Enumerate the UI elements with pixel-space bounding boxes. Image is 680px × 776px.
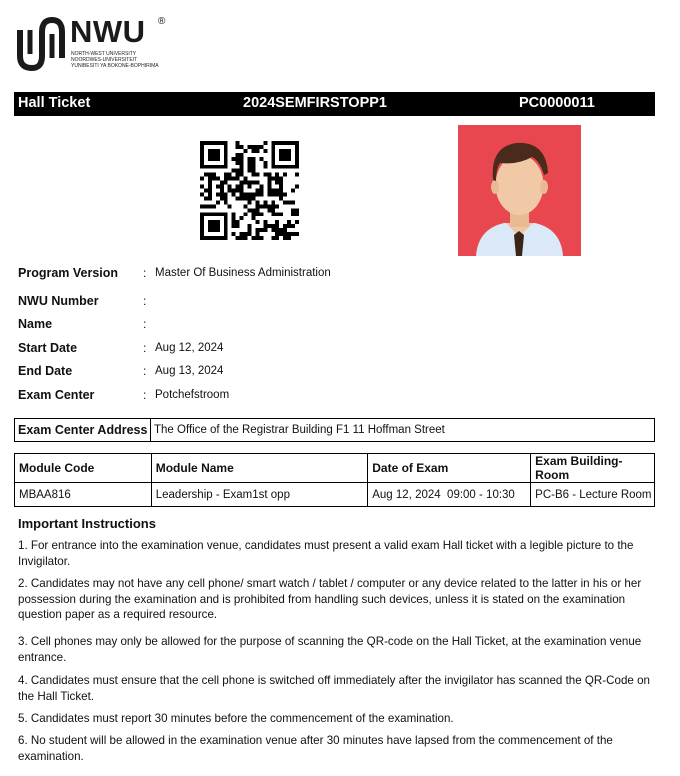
detail-end-date: End Date : Aug 13, 2024 — [18, 364, 224, 378]
candidate-photo — [458, 125, 581, 256]
registered-mark: ® — [158, 16, 166, 27]
address-label: Exam Center Address — [15, 419, 151, 441]
header-bar — [14, 92, 655, 116]
instruction-item: 2. Candidates may not have any cell phone/ smart watch / tablet / computer or any device related to the latter in his or her possession during the examination and is prohibited from handling such devices, unless it is stated on the examination question paper as a required resource. — [18, 577, 642, 621]
logo-wordmark: NWU — [70, 14, 146, 49]
detail-nwu-number: NWU Number : — [18, 294, 147, 308]
column-header: Module Code — [15, 454, 152, 483]
exam-date-cell: Aug 12, 2024 09:00 - 10:30 — [368, 483, 531, 507]
address-value: The Office of the Registrar Building F1 11 Hoffman Street — [154, 424, 445, 436]
detail-program-version: Program Version : Master Of Business Administration — [18, 266, 331, 280]
exam-center-address — [14, 418, 655, 442]
module-name-cell: Leadership - Exam1st opp — [151, 483, 368, 507]
ticket-id: PC0000011 — [519, 95, 595, 111]
exam-session-code: 2024SEMFIRSTOPP1 — [243, 95, 387, 111]
table-header-row — [15, 454, 655, 483]
detail-name: Name : — [18, 317, 147, 331]
module-table — [14, 453, 655, 507]
instruction-item: 5. Candidates must report 30 minutes before the commencement of the examination. — [18, 712, 454, 725]
instruction-item: 1. For entrance into the examination venue, candidates must present a valid exam Hall ticket with a legible picture to the Invigilator. — [18, 539, 634, 568]
instruction-item: 3. Cell phones may only be allowed for the purpose of scanning the QR-code on the Hall Ticket, at the examination venue entrance. — [18, 635, 642, 664]
instruction-item: 4. Candidates must ensure that the cell phone is switched off immediately after the invigilator has scanned the QR-Code on the Hall Ticket. — [18, 674, 650, 703]
university-logo — [16, 14, 166, 76]
instruction-item: 6. No student will be allowed in the examination venue after 30 minutes have lapsed from the commencement of the examination. — [18, 734, 613, 763]
qr-code — [200, 141, 299, 240]
column-header: Module Name — [151, 454, 368, 483]
detail-exam-center: Exam Center : Potchefstroom — [18, 388, 230, 402]
avatar-icon — [458, 125, 581, 256]
column-header: Exam Building-Room — [531, 454, 655, 483]
ticket-title: Hall Ticket — [18, 95, 91, 111]
nwu-emblem-icon — [16, 16, 66, 72]
detail-start-date: Start Date : Aug 12, 2024 — [18, 341, 224, 355]
instructions-title: Important Instructions — [18, 516, 156, 531]
logo-subtitle: NORTH-WEST UNIVERSITY NOORDWES-UNIVERSITEIT YUNIBESITI YA BOKONE-BOPHIRIMA — [71, 51, 159, 69]
exam-room-cell: PC-B6 - Lecture Room — [531, 483, 655, 507]
table-row — [15, 483, 655, 507]
column-header: Date of Exam — [368, 454, 531, 483]
module-code-cell: MBAA816 — [15, 483, 152, 507]
